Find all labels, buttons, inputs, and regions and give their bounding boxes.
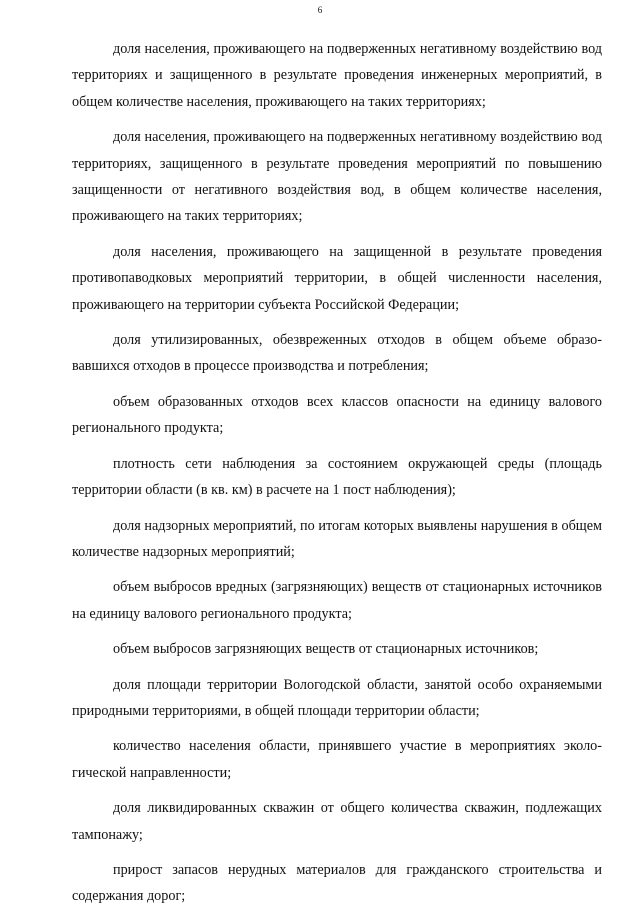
list-item: доля надзорных мероприятий, по итогам которых выявлены нарушения в общем количестве надзорных мероприятий; <box>72 517 602 560</box>
list-item: доля площади территории Вологодской области, занятой особо охраняемыми природными территориями, в общей площади территории области; <box>72 676 602 719</box>
list-item: объем выбросов вредных (загрязняющих) веществ от стационарных источников на единицу валового регионального продукта; <box>72 579 602 622</box>
list-item: прирост запасов нерудных материалов для гражданского строительства и содержания дорог; <box>72 861 602 905</box>
list-item: объем выбросов загрязняющих веществ от стационарных источников; <box>113 641 539 658</box>
list-item: доля ликвидированных скважин от общего количества скважин, подлежащих тампонажу; <box>72 800 602 843</box>
list-item: доля населения, проживающего на защищенной в результате проведения противопаводковых мероприятий территории, в общей численности населения, проживающего на территории субъекта Российской Федерации; <box>72 243 602 313</box>
page-number: 6 <box>317 5 323 15</box>
list-item: количество населения области, принявшего участие в мероприятиях экологической направленности; <box>72 738 602 781</box>
list-item: доля утилизированных, обезвреженных отходов в общем объеме образовавшихся отходов в процессе производства и потребления; <box>72 332 602 375</box>
list-item: объем образованных отходов всех классов опасности на единицу валового регионального продукта; <box>72 393 602 437</box>
list-item: доля населения, проживающего на подверженных негативному воздействию вод территориях и защищенного в результате проведения инженерных мероприятий, в общем количестве населения, проживающего на таких территориях; <box>72 41 602 110</box>
list-item: доля населения, проживающего на подверженных негативному воздействию вод территориях, защищенного в результате проведения мероприятий по повышению защищенности от негативного воздействия вод, в общем количестве населения, проживающего на таких территориях; <box>72 129 602 225</box>
list-item: плотность сети наблюдения за состоянием окружающей среды (площадь территории области (в кв. км) в расчете на 1 пост наблюдения); <box>72 455 602 499</box>
indicator-list <box>72 36 602 919</box>
